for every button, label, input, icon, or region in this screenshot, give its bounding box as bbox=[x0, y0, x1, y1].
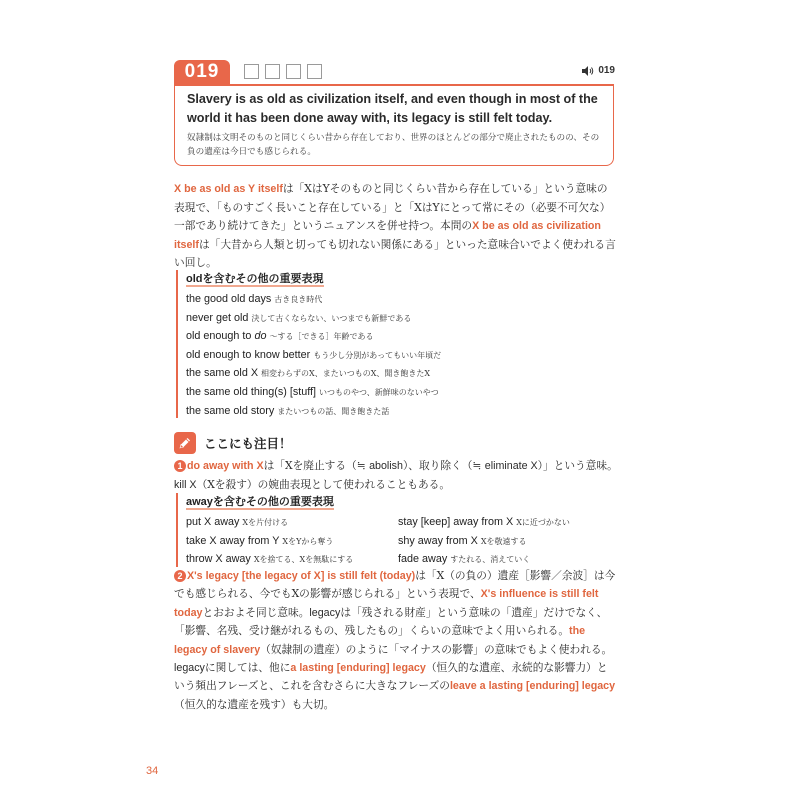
list-item bbox=[398, 548, 618, 567]
phrase-en: stay [keep] away from X bbox=[398, 516, 514, 528]
note-text: （恒久的な遺産を残す）も大切。 bbox=[174, 697, 335, 711]
note-number-badge: 2 bbox=[174, 570, 186, 582]
phrase-en: the good old days bbox=[186, 293, 272, 305]
review-checkbox[interactable] bbox=[244, 64, 259, 79]
note-en-term: legacy bbox=[309, 606, 341, 619]
phrase-ja: 決して古くならない、いつまでも新鮮である bbox=[251, 313, 412, 323]
list-item bbox=[186, 307, 486, 326]
phrase-en: old enough to know better bbox=[186, 348, 311, 361]
list-item bbox=[186, 530, 398, 549]
phrase-en: shy away from X bbox=[398, 534, 478, 547]
note-en-term: kill X bbox=[174, 478, 197, 491]
note-1 bbox=[174, 457, 618, 494]
list-item bbox=[186, 548, 398, 567]
phrase-en: never get old bbox=[186, 311, 249, 324]
phrase-ja: 相変わらずのX、またいつものX、聞き飽きたX bbox=[261, 369, 431, 379]
explanation-text: は「XはYそのものと同じくらい昔から存在している」という意味の表現で、「ものすごく長いこと存在している」と「XはYにとって常にその（必要不可欠な）一部であり続けてきた」というニュアンスを併せ持つ。本問の bbox=[174, 182, 611, 232]
highlight-phrase: X's influence is still felt today bbox=[174, 588, 599, 619]
phrase-en: old enough to bbox=[186, 330, 255, 343]
note-text: （Xを殺す）の婉曲表現として使われることもある。 bbox=[196, 477, 451, 491]
review-checkbox[interactable] bbox=[265, 64, 280, 79]
speaker-icon bbox=[582, 66, 594, 76]
notice-heading bbox=[174, 432, 292, 454]
review-checkboxes bbox=[244, 64, 322, 79]
note-text: は「Xを廃止する（≒ bbox=[263, 459, 370, 472]
box-heading-keyword: away bbox=[186, 496, 213, 508]
phrase-en: the same old story bbox=[186, 404, 275, 417]
related-expressions-old bbox=[176, 270, 486, 418]
pencil-icon bbox=[174, 432, 196, 454]
note-en-term: legacy bbox=[174, 662, 205, 675]
phrase-en: throw X away bbox=[186, 553, 251, 566]
english-sentence: Slavery is as old as civilization itself, and even though in most of the world it has been done away with, its legacy is still felt today. bbox=[187, 92, 598, 125]
phrase-ja: Xを捨てる、Xを無駄にする bbox=[253, 555, 354, 565]
highlight-phrase: leave a lasting [enduring] legacy bbox=[449, 680, 616, 693]
list-item bbox=[186, 288, 486, 307]
list-item bbox=[398, 530, 618, 549]
box-heading-keyword: old bbox=[186, 273, 203, 285]
phrase-en-italic: do bbox=[254, 330, 267, 343]
note-text: （奴隷制の遺産）のように「マイナスの影響」の意味でもよく使われる。 bbox=[260, 642, 613, 656]
note-text: ）、取り除く（≒ bbox=[402, 459, 485, 472]
list-item bbox=[186, 511, 398, 530]
list-item bbox=[186, 400, 486, 419]
note-en-term: eliminate X bbox=[484, 460, 538, 472]
phrase-ja: またいつもの話、聞き飽きた話 bbox=[277, 406, 390, 416]
highlight-phrase: X be as old as civilization itself bbox=[174, 220, 601, 251]
highlight-phrase: X be as old as Y itself bbox=[174, 183, 283, 195]
note-text: ）」という意味。 bbox=[537, 459, 618, 472]
phrase-en: fade away bbox=[398, 553, 448, 566]
sentence-box bbox=[174, 84, 614, 166]
highlight-phrase: X's legacy [the legacy of X] is still felt (today) bbox=[187, 570, 416, 582]
audio-track bbox=[582, 65, 615, 76]
phrase-en: put X away bbox=[186, 516, 240, 528]
list-item bbox=[186, 381, 486, 400]
highlight-phrase: do away with X bbox=[187, 460, 264, 472]
box-heading bbox=[186, 493, 626, 511]
phrase-en: take X away from Y bbox=[186, 534, 280, 547]
note-en-term: abolish bbox=[369, 460, 403, 472]
related-expressions-away bbox=[176, 493, 626, 567]
phrase-ja: Xに近づかない bbox=[516, 518, 570, 527]
phrase-ja: 〜する［できる］年齢である bbox=[269, 332, 374, 342]
box-heading-text: を含むその他の重要表現 bbox=[202, 273, 324, 285]
highlight-phrase: a lasting [enduring] legacy bbox=[290, 662, 426, 675]
note-2 bbox=[174, 567, 618, 714]
note-text: （恒久的な遺産、永続的な影響力）という頻出フレーズと、これを含むさらに大きなフレーズの bbox=[174, 661, 608, 693]
note-text: に関しては、他に bbox=[204, 661, 291, 675]
audio-track-number: 019 bbox=[598, 65, 615, 76]
review-checkbox[interactable] bbox=[286, 64, 301, 79]
phrase-en: the same old thing(s) [stuff] bbox=[186, 385, 317, 398]
note-text: は「X（の負の）遺産［影響／余波］は今でも感じられる、今でもXの影響が感じられる」という表現で、 bbox=[174, 569, 616, 601]
phrase-ja: いつものやつ、新鮮味のないやつ bbox=[319, 387, 439, 397]
explanation-paragraph bbox=[174, 180, 618, 273]
phrase-ja: 古き良き時代 bbox=[274, 295, 323, 304]
box-heading-text: を含むその他の重要表現 bbox=[212, 496, 334, 508]
phrase-en: the same old X bbox=[186, 367, 259, 380]
list-item bbox=[186, 362, 486, 381]
box-heading bbox=[186, 270, 486, 288]
page-number: 34 bbox=[146, 765, 159, 777]
phrase-ja: すたれる、消えていく bbox=[450, 555, 531, 565]
notice-title: ここにも注目！ bbox=[204, 437, 292, 451]
highlight-phrase: the legacy of slavery bbox=[174, 625, 586, 656]
review-checkbox[interactable] bbox=[307, 64, 322, 79]
phrase-ja: Xを片付ける bbox=[242, 518, 289, 527]
list-item bbox=[398, 511, 618, 530]
list-item bbox=[186, 344, 486, 363]
phrase-grid bbox=[186, 511, 626, 567]
phrase-ja: XをYから奪う bbox=[282, 536, 334, 546]
phrase-ja: もう少し分別があってもいい年頃だ bbox=[313, 350, 442, 360]
phrase-ja: Xを敬遠する bbox=[480, 536, 527, 546]
list-item bbox=[186, 325, 486, 344]
note-text: とおおよそ同じ意味。 bbox=[202, 605, 310, 619]
entry-number-badge: 019 bbox=[174, 60, 230, 84]
japanese-translation: 奴隷制は文明そのものと同じくらい昔から存在しており、世界のほとんどの部分で廃止されたものの、その負の遺産は今日でも感じられる。 bbox=[187, 133, 600, 157]
note-text: は「残される財産」という意味の「遺産」だけでなく、「影響、名残、受け継がれるもの、残したもの」くらいの意味でよく用いられる。 bbox=[174, 605, 608, 638]
note-number-badge: 1 bbox=[174, 460, 186, 472]
explanation-text: は「大昔から人類と切っても切れない関係にある」といった意味合いでよく使われる言い回し。 bbox=[174, 237, 616, 269]
